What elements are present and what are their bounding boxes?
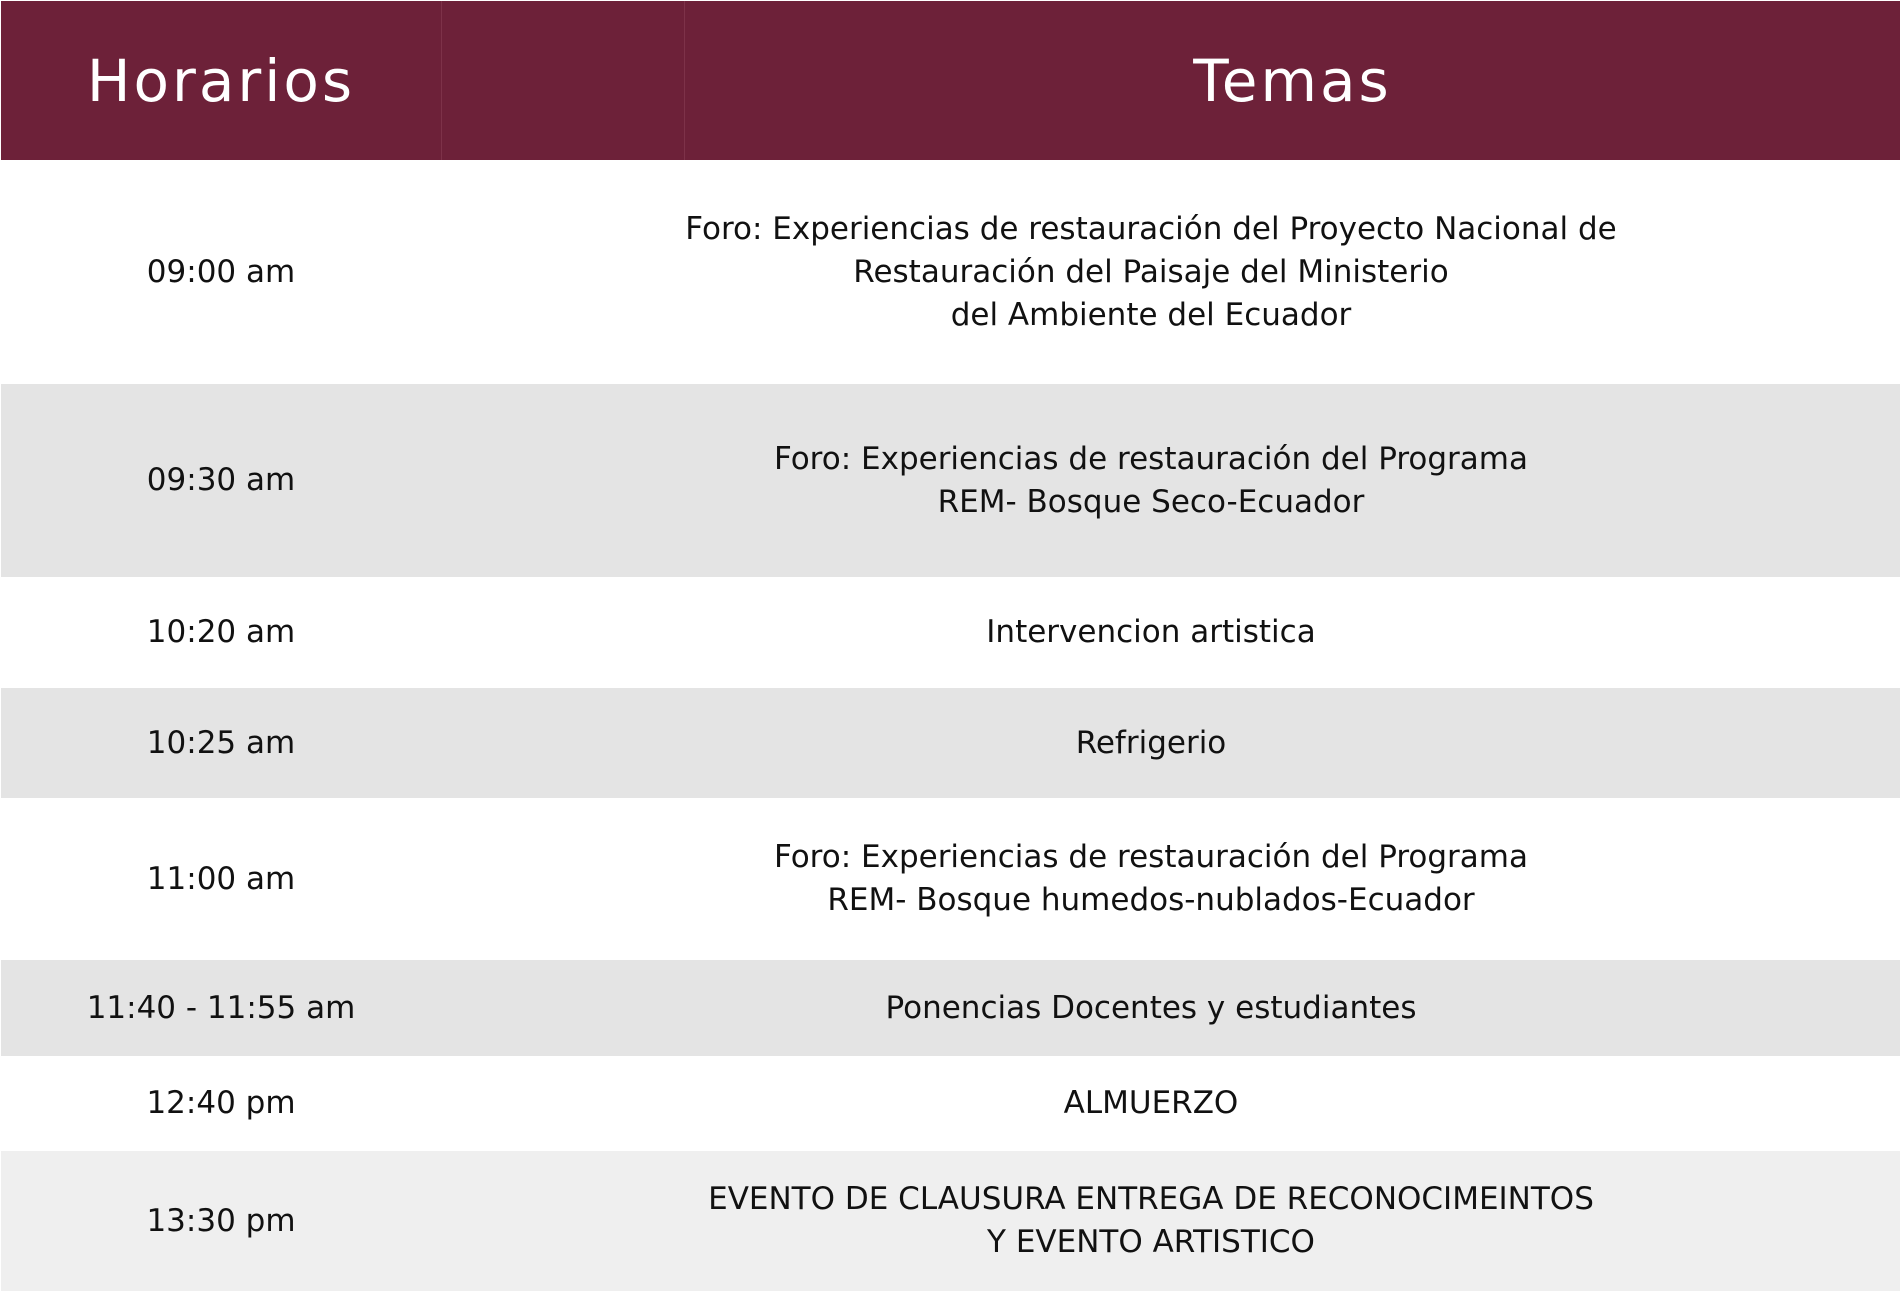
header-horarios: Horarios xyxy=(1,1,442,160)
topic-line: EVENTO DE CLAUSURA ENTREGA DE RECONOCIMEINTOS xyxy=(708,1181,1594,1217)
row-topic xyxy=(581,987,1721,1030)
row-time: 13:30 pm xyxy=(146,1202,296,1239)
topic-line: Ponencias Docentes y estudiantes xyxy=(885,989,1417,1026)
header-temas: Temas xyxy=(1193,46,1392,115)
row-time: 09:30 am xyxy=(146,462,296,498)
row-topic xyxy=(581,1082,1721,1125)
schedule-table xyxy=(1,1,1900,1291)
table-row xyxy=(1,577,1900,688)
topic-line: REM- Bosque humedos-nublados-Ecuador xyxy=(827,882,1475,918)
topic-line: REM- Bosque Seco-Ecuador xyxy=(937,483,1365,520)
row-time: 11:40 - 11:55 am xyxy=(86,989,356,1026)
row-time: 10:25 am xyxy=(146,724,296,761)
row-topic xyxy=(581,722,1721,765)
row-topic xyxy=(581,836,1721,922)
row-time: 10:20 am xyxy=(146,614,296,650)
topic-line: Y EVENTO ARTISTICO xyxy=(987,1224,1315,1260)
topic-line: Restauración del Paisaje del Ministerio xyxy=(853,253,1449,290)
row-topic xyxy=(581,611,1721,654)
topic-line: Refrigerio xyxy=(1075,724,1227,761)
table-row xyxy=(1,960,1900,1056)
row-topic xyxy=(581,1178,1721,1264)
topic-line: Foro: Experiencias de restauración del Programa xyxy=(773,440,1528,477)
row-topic xyxy=(581,438,1721,524)
topic-line: ALMUERZO xyxy=(1063,1085,1239,1121)
row-time: 09:00 am xyxy=(146,253,296,290)
topic-line: Foro: Experiencias de restauración del Proyecto Nacional de xyxy=(685,210,1617,247)
topic-line: Foro: Experiencias de restauración del Programa xyxy=(773,839,1528,875)
table-row xyxy=(1,1056,1900,1151)
table-header xyxy=(1,1,1900,160)
table-row xyxy=(1,688,1900,798)
header-spacer xyxy=(442,1,685,160)
row-time: 11:00 am xyxy=(146,860,296,897)
table-row xyxy=(1,1151,1900,1291)
topic-line: del Ambiente del Ecuador xyxy=(950,296,1352,333)
row-topic xyxy=(581,208,1721,337)
table-row xyxy=(1,160,1900,384)
row-time: 12:40 pm xyxy=(146,1085,296,1121)
table-row xyxy=(1,798,1900,960)
table-row xyxy=(1,384,1900,577)
topic-line: Intervencion artistica xyxy=(986,614,1316,650)
